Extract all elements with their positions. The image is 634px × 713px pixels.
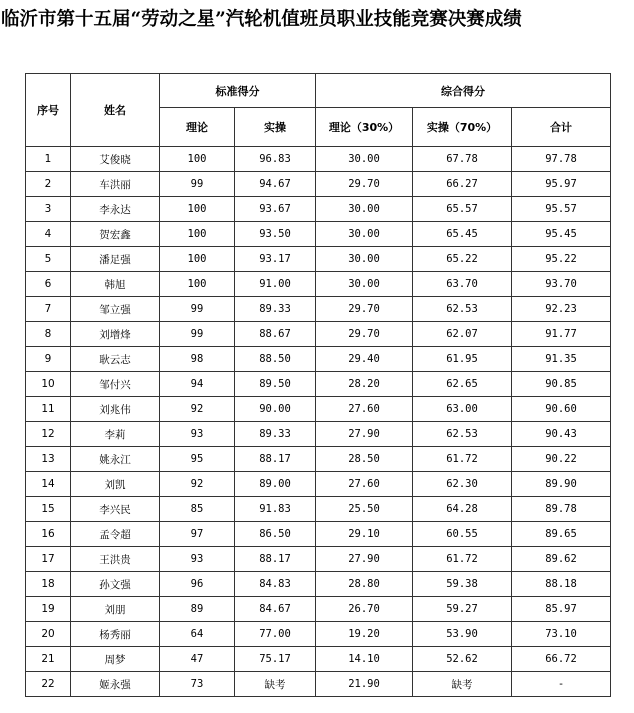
cell-index: 2: [26, 172, 71, 197]
cell-theory-weighted: 27.90: [316, 422, 413, 447]
table-row: [26, 472, 611, 497]
table-row: [26, 247, 611, 272]
cell-practice: 90.00: [235, 397, 316, 422]
cell-theory-weighted: 14.10: [316, 647, 413, 672]
header-standard-practice: 实操: [235, 108, 316, 147]
cell-name: 杨秀丽: [71, 622, 160, 647]
cell-name: 姬永强: [71, 672, 160, 697]
cell-practice-weighted: 59.38: [413, 572, 512, 597]
cell-theory: 99: [160, 172, 235, 197]
cell-total: 93.70: [512, 272, 611, 297]
table-row: [26, 497, 611, 522]
cell-total: 92.23: [512, 297, 611, 322]
cell-practice: 89.00: [235, 472, 316, 497]
cell-practice: 88.67: [235, 322, 316, 347]
cell-theory: 95: [160, 447, 235, 472]
cell-practice: 77.00: [235, 622, 316, 647]
cell-practice-weighted: 62.53: [413, 297, 512, 322]
cell-practice: 84.83: [235, 572, 316, 597]
table-row: [26, 197, 611, 222]
cell-practice: 96.83: [235, 147, 316, 172]
cell-index: 21: [26, 647, 71, 672]
table-row: [26, 572, 611, 597]
cell-total: 73.10: [512, 622, 611, 647]
cell-name: 孟令超: [71, 522, 160, 547]
cell-theory: 73: [160, 672, 235, 697]
cell-name: 周梦: [71, 647, 160, 672]
cell-name: 艾俊晓: [71, 147, 160, 172]
cell-index: 19: [26, 597, 71, 622]
cell-theory-weighted: 27.60: [316, 397, 413, 422]
cell-name: 王洪贵: [71, 547, 160, 572]
cell-practice: 75.17: [235, 647, 316, 672]
cell-total: -: [512, 672, 611, 697]
cell-practice-weighted: 65.57: [413, 197, 512, 222]
cell-name: 刘朋: [71, 597, 160, 622]
cell-name: 韩旭: [71, 272, 160, 297]
cell-theory-weighted: 29.70: [316, 172, 413, 197]
cell-total: 85.97: [512, 597, 611, 622]
table-row: [26, 372, 611, 397]
table-row: [26, 422, 611, 447]
table-row: [26, 397, 611, 422]
cell-index: 22: [26, 672, 71, 697]
cell-theory-weighted: 29.40: [316, 347, 413, 372]
cell-practice-weighted: 61.72: [413, 447, 512, 472]
header-standard-theory: 理论: [160, 108, 235, 147]
table-row: [26, 147, 611, 172]
cell-practice: 93.17: [235, 247, 316, 272]
cell-total: 91.35: [512, 347, 611, 372]
cell-theory: 89: [160, 597, 235, 622]
cell-index: 7: [26, 297, 71, 322]
cell-total: 90.22: [512, 447, 611, 472]
cell-practice-weighted: 65.22: [413, 247, 512, 272]
table-header: [26, 74, 611, 147]
cell-theory-weighted: 30.00: [316, 147, 413, 172]
cell-theory-weighted: 29.70: [316, 322, 413, 347]
cell-theory-weighted: 30.00: [316, 222, 413, 247]
cell-total: 95.45: [512, 222, 611, 247]
cell-index: 11: [26, 397, 71, 422]
header-composite-theory: 理论（30%）: [316, 108, 413, 147]
cell-practice-weighted: 53.90: [413, 622, 512, 647]
cell-name: 邹付兴: [71, 372, 160, 397]
table-row: [26, 222, 611, 247]
cell-theory: 94: [160, 372, 235, 397]
cell-theory-weighted: 26.70: [316, 597, 413, 622]
header-composite-practice: 实操（70%）: [413, 108, 512, 147]
cell-index: 1: [26, 147, 71, 172]
cell-name: 姚永江: [71, 447, 160, 472]
cell-total: 95.57: [512, 197, 611, 222]
cell-name: 刘凯: [71, 472, 160, 497]
cell-name: 李莉: [71, 422, 160, 447]
cell-theory: 99: [160, 322, 235, 347]
cell-index: 17: [26, 547, 71, 572]
cell-theory-weighted: 27.60: [316, 472, 413, 497]
table-row: [26, 172, 611, 197]
table-row: [26, 347, 611, 372]
cell-total: 89.78: [512, 497, 611, 522]
cell-name: 李兴民: [71, 497, 160, 522]
cell-practice: 94.67: [235, 172, 316, 197]
cell-theory: 98: [160, 347, 235, 372]
cell-practice-weighted: 63.00: [413, 397, 512, 422]
cell-theory-weighted: 30.00: [316, 247, 413, 272]
table-row: [26, 322, 611, 347]
table-row: [26, 447, 611, 472]
cell-practice-weighted: 61.95: [413, 347, 512, 372]
cell-theory-weighted: 28.20: [316, 372, 413, 397]
table-row: [26, 297, 611, 322]
cell-theory: 93: [160, 422, 235, 447]
cell-theory: 100: [160, 197, 235, 222]
cell-total: 66.72: [512, 647, 611, 672]
cell-theory: 100: [160, 247, 235, 272]
cell-theory-weighted: 28.80: [316, 572, 413, 597]
cell-name: 耿云志: [71, 347, 160, 372]
cell-practice-weighted: 59.27: [413, 597, 512, 622]
cell-theory-weighted: 29.10: [316, 522, 413, 547]
cell-theory-weighted: 21.90: [316, 672, 413, 697]
cell-practice: 缺考: [235, 672, 316, 697]
cell-index: 13: [26, 447, 71, 472]
cell-index: 14: [26, 472, 71, 497]
results-table: [25, 73, 611, 697]
header-composite-group: 综合得分: [316, 74, 611, 108]
cell-practice-weighted: 52.62: [413, 647, 512, 672]
cell-practice-weighted: 62.53: [413, 422, 512, 447]
table-row: [26, 522, 611, 547]
cell-theory-weighted: 27.90: [316, 547, 413, 572]
cell-practice: 89.50: [235, 372, 316, 397]
table-row: [26, 622, 611, 647]
cell-practice-weighted: 缺考: [413, 672, 512, 697]
cell-practice: 89.33: [235, 297, 316, 322]
cell-index: 4: [26, 222, 71, 247]
cell-theory: 100: [160, 272, 235, 297]
table-body: [26, 147, 611, 697]
cell-theory: 100: [160, 147, 235, 172]
cell-index: 3: [26, 197, 71, 222]
cell-total: 90.85: [512, 372, 611, 397]
cell-theory: 85: [160, 497, 235, 522]
table-row: [26, 647, 611, 672]
header-name: 姓名: [71, 74, 160, 147]
cell-index: 8: [26, 322, 71, 347]
cell-theory: 93: [160, 547, 235, 572]
cell-theory: 64: [160, 622, 235, 647]
cell-name: 车洪丽: [71, 172, 160, 197]
table-row: [26, 672, 611, 697]
cell-theory-weighted: 25.50: [316, 497, 413, 522]
header-standard-group: 标准得分: [160, 74, 316, 108]
cell-practice-weighted: 62.30: [413, 472, 512, 497]
cell-name: 贺宏鑫: [71, 222, 160, 247]
cell-practice-weighted: 67.78: [413, 147, 512, 172]
cell-practice: 93.67: [235, 197, 316, 222]
cell-practice: 91.00: [235, 272, 316, 297]
cell-name: 李永达: [71, 197, 160, 222]
cell-theory-weighted: 29.70: [316, 297, 413, 322]
cell-theory-weighted: 30.00: [316, 272, 413, 297]
cell-name: 潘足强: [71, 247, 160, 272]
cell-practice: 93.50: [235, 222, 316, 247]
cell-index: 12: [26, 422, 71, 447]
cell-practice: 88.50: [235, 347, 316, 372]
cell-index: 18: [26, 572, 71, 597]
cell-total: 88.18: [512, 572, 611, 597]
page-title: 临沂市第十五届“劳动之星”汽轮机值班员职业技能竞赛决赛成绩: [1, 9, 522, 30]
cell-practice-weighted: 61.72: [413, 547, 512, 572]
cell-theory-weighted: 28.50: [316, 447, 413, 472]
cell-practice: 89.33: [235, 422, 316, 447]
cell-theory: 47: [160, 647, 235, 672]
cell-name: 孙文强: [71, 572, 160, 597]
cell-index: 16: [26, 522, 71, 547]
cell-total: 97.78: [512, 147, 611, 172]
cell-practice: 84.67: [235, 597, 316, 622]
cell-practice: 88.17: [235, 547, 316, 572]
cell-index: 10: [26, 372, 71, 397]
cell-total: 89.90: [512, 472, 611, 497]
cell-theory-weighted: 19.20: [316, 622, 413, 647]
cell-index: 15: [26, 497, 71, 522]
cell-practice-weighted: 62.65: [413, 372, 512, 397]
cell-total: 90.60: [512, 397, 611, 422]
cell-practice-weighted: 66.27: [413, 172, 512, 197]
cell-total: 90.43: [512, 422, 611, 447]
cell-theory: 97: [160, 522, 235, 547]
header-index: 序号: [26, 74, 71, 147]
table-row: [26, 597, 611, 622]
cell-total: 89.65: [512, 522, 611, 547]
cell-index: 9: [26, 347, 71, 372]
cell-practice: 86.50: [235, 522, 316, 547]
cell-theory: 96: [160, 572, 235, 597]
cell-practice-weighted: 64.28: [413, 497, 512, 522]
cell-theory: 92: [160, 472, 235, 497]
table-row: [26, 272, 611, 297]
cell-index: 6: [26, 272, 71, 297]
cell-index: 5: [26, 247, 71, 272]
cell-name: 刘增烽: [71, 322, 160, 347]
cell-name: 邹立强: [71, 297, 160, 322]
cell-theory-weighted: 30.00: [316, 197, 413, 222]
cell-name: 刘兆伟: [71, 397, 160, 422]
cell-index: 20: [26, 622, 71, 647]
cell-total: 95.22: [512, 247, 611, 272]
cell-practice: 91.83: [235, 497, 316, 522]
cell-practice-weighted: 63.70: [413, 272, 512, 297]
cell-total: 89.62: [512, 547, 611, 572]
cell-practice-weighted: 65.45: [413, 222, 512, 247]
table-row: [26, 547, 611, 572]
cell-theory: 100: [160, 222, 235, 247]
header-total: 合计: [512, 108, 611, 147]
cell-total: 91.77: [512, 322, 611, 347]
cell-practice-weighted: 60.55: [413, 522, 512, 547]
cell-theory: 92: [160, 397, 235, 422]
cell-practice-weighted: 62.07: [413, 322, 512, 347]
cell-practice: 88.17: [235, 447, 316, 472]
cell-theory: 99: [160, 297, 235, 322]
cell-total: 95.97: [512, 172, 611, 197]
